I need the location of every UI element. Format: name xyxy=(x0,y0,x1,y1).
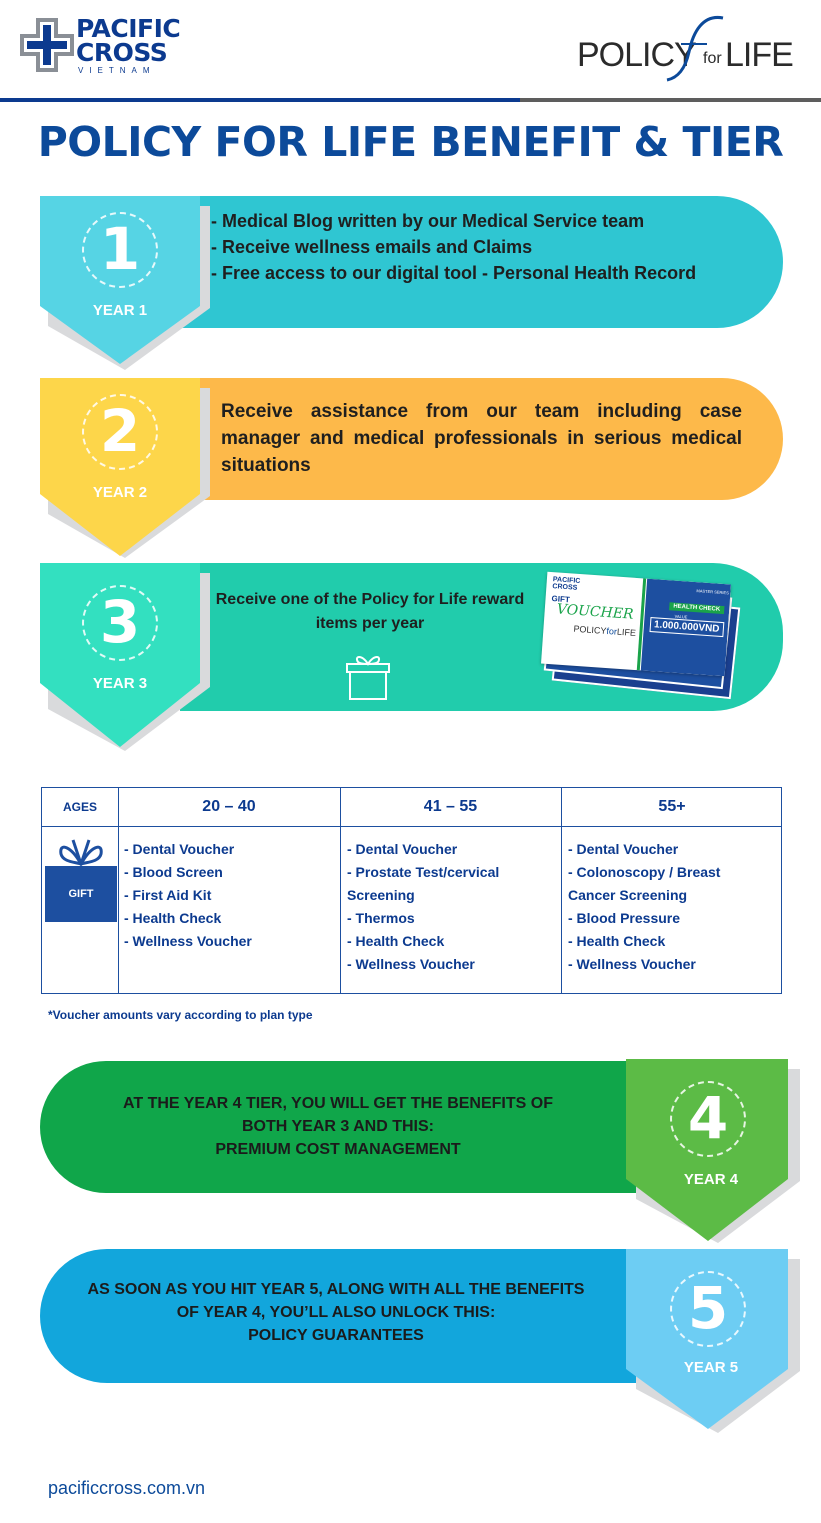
year-5-label: YEAR 5 xyxy=(683,1359,739,1376)
gift-box-icon xyxy=(344,652,392,702)
year-5-line: AS SOON AS YOU HIT YEAR 5, ALONG WITH ALL THE BENEFITS xyxy=(87,1281,585,1298)
voucher-for: for xyxy=(606,625,618,637)
list-item: - Blood Pressure xyxy=(568,910,681,926)
list-item: - Wellness Voucher xyxy=(124,933,252,949)
year-1-benefits xyxy=(211,208,742,286)
year-2-label: YEAR 2 xyxy=(92,484,148,501)
year-3-benefit: Receive one of the Policy for Life reward items per year xyxy=(215,591,525,632)
brand-name-line1: PACIFIC xyxy=(76,14,181,43)
year-4-line: BOTH YEAR 3 AND THIS: xyxy=(241,1118,434,1135)
gift-cell xyxy=(45,836,117,932)
year-1-band xyxy=(0,190,821,380)
voucher-value: 1.000.000VND xyxy=(649,617,723,637)
year-3-badge xyxy=(40,563,210,753)
header-divider-grey xyxy=(520,98,821,102)
voucher-life: LIFE xyxy=(616,626,637,639)
voucher-serial-label: MASTER SERIES xyxy=(696,588,730,596)
voucher-gift-word: GIFT xyxy=(551,594,571,605)
gift-list-41-55 xyxy=(347,838,499,976)
year-5-badge xyxy=(626,1249,801,1435)
year-2-number: 2 xyxy=(99,397,141,465)
list-item: - Health Check xyxy=(568,933,666,949)
year-5-number: 5 xyxy=(687,1274,729,1342)
voucher-footnote: *Voucher amounts vary according to plan type xyxy=(48,1008,313,1022)
pacific-cross-logo xyxy=(18,16,208,78)
voucher-brand-line1: PACIFIC xyxy=(552,576,581,586)
table-header-41-55: 41 – 55 xyxy=(423,798,478,815)
list-item: - Prostate Test/cervical xyxy=(347,864,500,880)
list-item: - Dental Voucher xyxy=(568,841,679,857)
header-divider-blue xyxy=(0,98,520,102)
year-3-label: YEAR 3 xyxy=(92,675,148,692)
list-item: - Health Check xyxy=(347,933,445,949)
policy-for-life-logo xyxy=(575,12,810,92)
brand-name-line2: CROSS xyxy=(76,38,168,67)
year-5-benefit xyxy=(44,1278,628,1347)
year-4-line: AT THE YEAR 4 TIER, YOU WILL GET THE BENEFITS OF xyxy=(123,1095,553,1112)
year-5-band xyxy=(0,1245,821,1445)
list-item: - Blood Screen xyxy=(124,864,223,880)
voucher-title: VOUCHER xyxy=(556,601,635,623)
list-item: - Colonoscopy / Breast xyxy=(568,864,721,880)
year-1-label: YEAR 1 xyxy=(92,302,148,319)
gift-bow-icon xyxy=(55,836,107,866)
logo-life-text: LIFE xyxy=(725,36,793,74)
tier-gift-table xyxy=(41,787,782,994)
brand-country: VIETNAM xyxy=(78,66,156,75)
list-item: Screening xyxy=(347,887,415,903)
year-4-label: YEAR 4 xyxy=(683,1171,739,1188)
year-2-benefit: Receive assistance from our team including case manager and medical professionals in serious medical situations xyxy=(221,401,742,476)
voucher-tag: HEALTH CHECK xyxy=(669,602,724,614)
year-1-number: 1 xyxy=(99,215,141,283)
voucher-card-front xyxy=(541,572,731,677)
voucher-policy: POLICY xyxy=(573,623,607,636)
list-item: Cancer Screening xyxy=(568,887,688,903)
list-item: - Wellness Voucher xyxy=(568,956,696,972)
list-item: - Thermos xyxy=(347,910,415,926)
year-4-number: 4 xyxy=(687,1084,729,1152)
year-2-badge xyxy=(40,378,210,560)
table-header-ages: AGES xyxy=(62,800,97,814)
year-4-line: PREMIUM COST MANAGEMENT xyxy=(215,1141,461,1158)
year-4-band xyxy=(0,1055,821,1255)
voucher-brand-line2: CROSS xyxy=(552,583,578,592)
list-item: - Dental Voucher xyxy=(347,841,458,857)
year-5-line: OF YEAR 4, YOU’LL ALSO UNLOCK THIS: xyxy=(176,1304,496,1321)
logo-for-text: for xyxy=(703,50,722,67)
year-1-badge xyxy=(40,196,210,374)
voucher-value-label: VALUE xyxy=(674,613,688,620)
year-1-benefit: - Free access to our digital tool - Personal Health Record xyxy=(211,263,697,283)
year-4-benefit xyxy=(60,1092,616,1161)
year-3-band xyxy=(0,560,821,760)
year-3-number: 3 xyxy=(99,588,141,656)
logo-policy-text: POLICY xyxy=(577,36,696,74)
year-5-line: POLICY GUARANTEES xyxy=(248,1327,424,1344)
list-item: - Dental Voucher xyxy=(124,841,235,857)
swoosh-f-icon xyxy=(663,12,733,84)
table-header-20-40: 20 – 40 xyxy=(202,798,256,815)
cross-logo-icon xyxy=(18,16,76,74)
year-1-benefit: - Receive wellness emails and Claims xyxy=(211,237,533,257)
list-item: - Health Check xyxy=(124,910,222,926)
page-title: POLICY FOR LIFE BENEFIT & TIER xyxy=(37,118,784,166)
table-header-55-plus: 55+ xyxy=(658,798,686,815)
year-2-band xyxy=(0,370,821,570)
year-4-badge xyxy=(626,1059,801,1245)
gift-box-label: GIFT xyxy=(45,866,117,922)
gift-voucher-illustration xyxy=(538,578,738,698)
gift-list-20-40 xyxy=(124,838,252,953)
website-link[interactable]: pacificcross.com.vn xyxy=(48,1478,206,1498)
list-item: - Wellness Voucher xyxy=(347,956,475,972)
gift-list-55-plus xyxy=(568,838,720,976)
list-item: - First Aid Kit xyxy=(124,887,212,903)
year-1-benefit: - Medical Blog written by our Medical Service team xyxy=(211,211,645,231)
